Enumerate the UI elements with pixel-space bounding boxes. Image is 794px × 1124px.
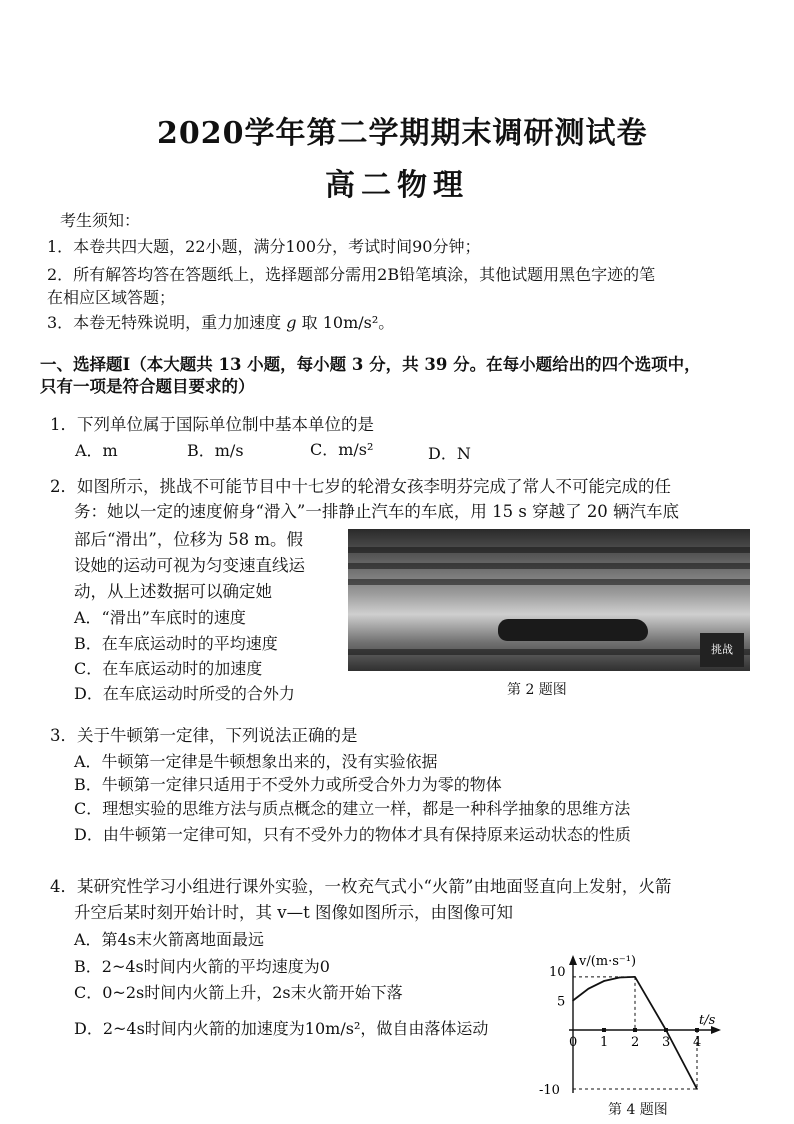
question-2-line: 2．如图所示，挑战不可能节目中十七岁的轮滑女孩李明芬完成了常人不可能完成的任 [50,477,671,496]
x-tick-label: 1 [600,1035,609,1050]
notice-item [47,310,394,333]
question-4-option-d: D．2~4s时间内火箭的加速度为10m/s²，做自由落体运动 [74,1019,489,1038]
notice-item-value: 取 10m/s²。 [301,313,395,332]
question-1-option-b: B．m/s [187,441,244,460]
question-2-caption: 第 2 题图 [507,682,567,698]
data-point [588,988,590,990]
x-tick-label: 0 [569,1035,578,1050]
question-2-line: 动，从上述数据可以确定她 [74,582,272,601]
question-4-option-b: B．2~4s时间内火箭的平均速度为0 [74,957,330,976]
x-tick-label: 4 [693,1035,702,1050]
notice-item: 2．所有解答均答在答题纸上，选择题部分需用2B铅笔填涂，其他试题用黑色字迹的笔 [47,265,656,284]
question-3-stem: 3．关于牛顿第一定律，下列说法正确的是 [50,726,358,745]
vt-graph [535,950,735,1120]
question-3-option-d: D．由牛顿第一定律可知，只有不受外力的物体才具有保持原来运动状态的性质 [74,825,631,844]
question-2-line: 务：她以一定的速度俯身“滑入”一排静止汽车的车底，用 15 s 穿越了 20 辆汽车底 [74,502,680,521]
gravity-symbol: g [286,313,297,332]
question-3-option-b: B．牛顿第一定律只适用于不受外力或所受合外力为零的物体 [74,775,502,794]
notice-item: 在相应区域答题； [47,288,176,307]
question-1-stem: 1．下列单位属于国际单位制中基本单位的是 [50,415,374,434]
question-2-line: 部后“滑出”，位移为 58 m。假 [74,530,304,549]
series-line [635,977,697,1089]
skater-figure [498,619,648,641]
y-tick-label: 10 [549,965,566,980]
x-tick-mark [602,1028,606,1032]
question-2-line: 设她的运动可视为匀变速直线运 [74,556,305,575]
question-4-line: 4．某研究性学习小组进行课外实验，一枚充气式小“火箭”由地面竖直向上发射，火箭 [50,877,672,896]
data-point [634,976,636,978]
x-tick-label: 3 [662,1035,671,1050]
question-2-photo [348,529,750,671]
data-point [603,980,605,982]
exam-title: 2020学年第二学期期末调研测试卷 [157,116,648,151]
question-1-option-a: A．m [75,441,118,460]
section-heading-cont: 只有一项是符合题目要求的） [40,377,255,396]
question-2-option-b: B．在车底运动时的平均速度 [74,634,278,653]
question-2-option-c: C．在车底运动时的加速度 [74,659,263,678]
question-4-line: 升空后某时刻开始计时，其 v—t 图像如图所示，由图像可知 [74,903,513,922]
x-tick-label: 2 [631,1035,640,1050]
y-axis-label: v/(m·s⁻¹) [579,954,637,969]
question-2-option-d: D．在车底运动时所受的合外力 [74,684,295,703]
exam-subject: 高二物理 [325,168,469,203]
data-point [619,977,621,979]
section-heading: 一、选择题Ⅰ（本大题共 13 小题，每小题 3 分，共 39 分。在每小题给出的四个选项中， [40,355,701,374]
data-point [665,1029,667,1031]
notice-heading: 考生须知： [60,211,141,230]
data-point [696,1088,698,1090]
question-1-option-c: C．m/s² [310,440,374,459]
y-tick-label: -10 [539,1083,560,1098]
y-tick-label: 5 [557,994,566,1010]
question-4-option-c: C．0~2s时间内火箭上升，2s末火箭开始下落 [74,983,403,1002]
question-2-option-a: A．“滑出”车底时的速度 [74,608,246,627]
x-axis-label: t/s [699,1013,716,1028]
notice-item-text: 3．本卷无特殊说明，重力加速度 [47,313,282,332]
question-3-option-c: C．理想实验的思维方法与质点概念的建立一样，都是一种科学抽象的思维方法 [74,799,631,818]
show-logo: 挑战 [700,633,744,667]
question-3-option-a: A．牛顿第一定律是牛顿想象出来的，没有实验依据 [74,752,438,771]
notice-item: 1．本卷共四大题，22小题，满分100分，考试时间90分钟； [47,237,481,256]
question-4-caption: 第 4 题图 [608,1102,668,1118]
question-1-option-d: D．N [428,444,471,463]
y-axis-arrow [569,955,577,965]
data-point [572,1000,574,1002]
question-4-option-a: A．第4s末火箭离地面最远 [74,930,264,949]
x-tick-mark [633,1028,637,1032]
